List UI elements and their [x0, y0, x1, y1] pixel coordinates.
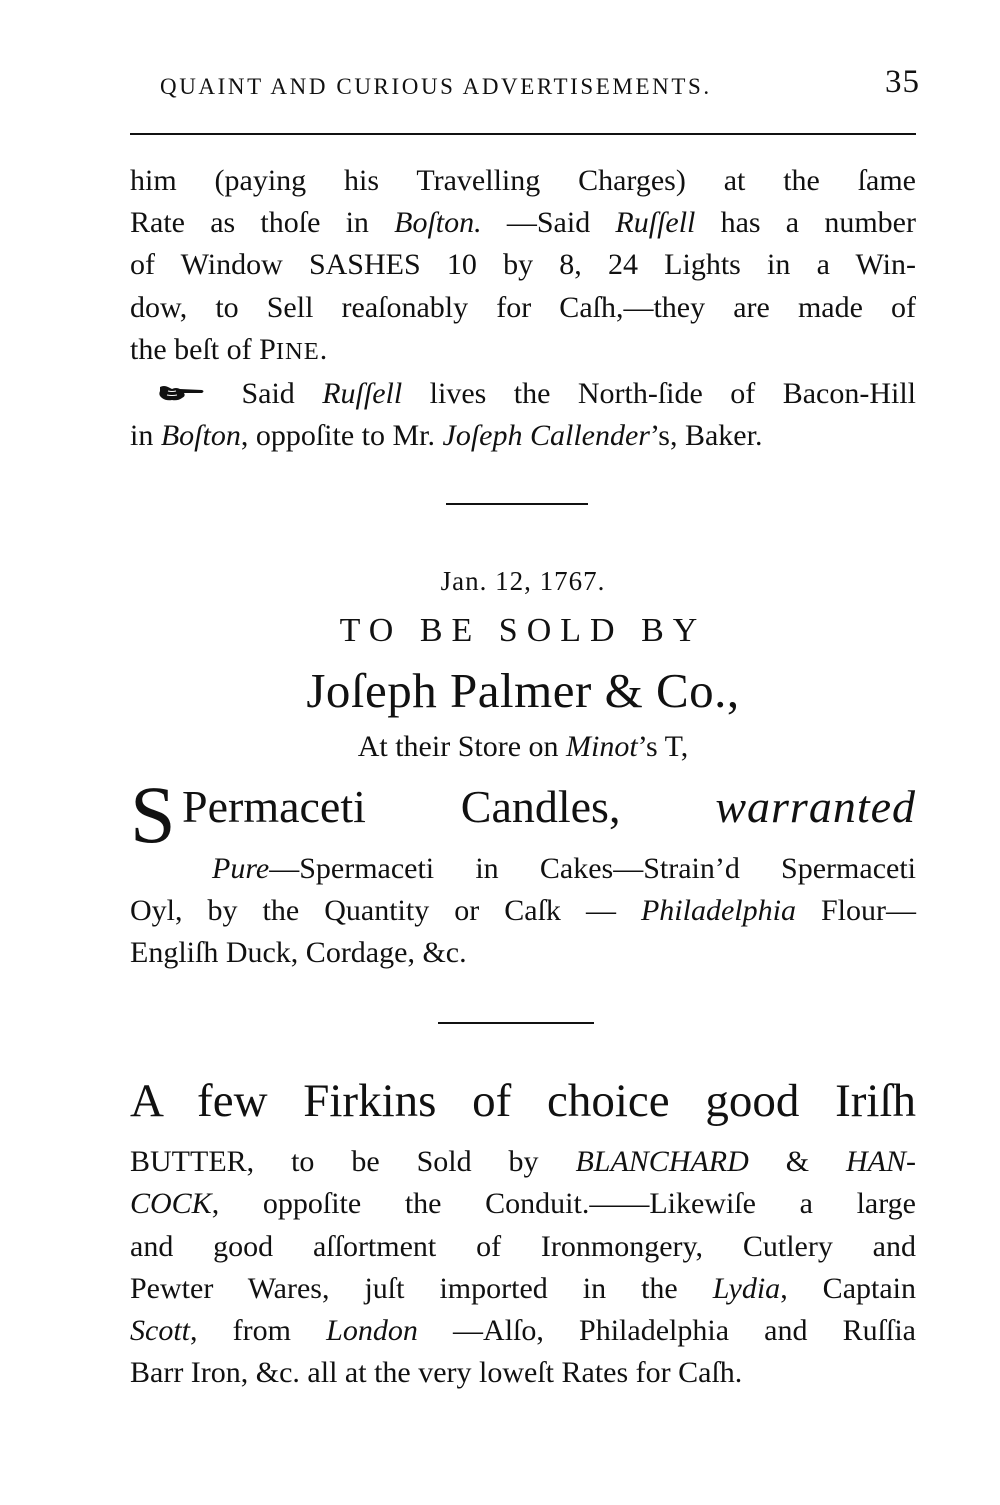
- text-segment: and good aſſortment of Ironmongery, Cutlery and: [130, 1229, 916, 1263]
- ad3-paragraph: [130, 1141, 916, 1395]
- drop-cap: S: [130, 769, 176, 860]
- text-segment: has a number: [695, 206, 916, 240]
- section-divider: [446, 503, 588, 505]
- text-line: [130, 287, 916, 329]
- text-segment: Said: [214, 377, 323, 411]
- text-segment: Minot: [566, 730, 638, 763]
- text-segment: COCK: [130, 1187, 212, 1221]
- text-segment: &: [748, 1145, 846, 1178]
- text-segment: in: [130, 419, 161, 453]
- text-segment: Pewter Wares, juſt imported in the: [130, 1271, 713, 1305]
- text-line: [130, 415, 916, 457]
- page-number: 35: [885, 64, 920, 100]
- text-line: [130, 202, 916, 244]
- text-segment: Ruſſell: [615, 206, 696, 240]
- text-segment: Boſton.: [394, 206, 482, 240]
- text-segment: —Spermaceti in Cakes—Strain’d Spermaceti: [269, 852, 916, 885]
- ad2-heading: [130, 769, 917, 860]
- text-segment: dow, to Sell reaſonably for Caſh,—they are made of: [130, 290, 916, 324]
- text-segment: INE: [275, 337, 320, 365]
- text-segment: Oyl, by the Quantity or Caſk —: [130, 894, 641, 927]
- ad2-heading-fancy: warranted: [715, 781, 917, 832]
- text-segment: , oppoſite the Conduit.——Likewiſe a large: [211, 1187, 916, 1221]
- text-line: [130, 1352, 916, 1394]
- ad2-paragraph: [130, 848, 916, 974]
- text-segment: BLANCHARD: [575, 1145, 749, 1178]
- text-line: [130, 890, 916, 932]
- pointing-hand-icon: [158, 383, 206, 403]
- text-line: [130, 1310, 916, 1352]
- text-segment: .: [319, 332, 328, 366]
- text-segment: At their Store on: [357, 730, 567, 763]
- text-segment: —Said: [481, 206, 616, 240]
- ad1-paragraph: [130, 160, 916, 373]
- ad2-date: Jan. 12, 1767.: [440, 566, 606, 596]
- header-rule: [130, 133, 916, 135]
- text-line: [130, 932, 916, 974]
- section-divider: [438, 1022, 594, 1024]
- text-segment: Ruſſell: [322, 377, 403, 411]
- text-segment: Joſeph Callender: [442, 419, 650, 453]
- text-segment: Engliſh Duck, Cordage, &c.: [130, 936, 467, 969]
- ad1-paragraph-2: [130, 373, 916, 457]
- text-segment: the beſt of P: [130, 332, 276, 366]
- text-line: [130, 373, 916, 415]
- text-segment: of Window SASHES 10 by 8, 24 Lights in a Win-: [130, 248, 916, 282]
- text-segment: London: [326, 1314, 418, 1348]
- text-segment: Rate as thoſe in: [130, 206, 395, 240]
- ad3-heading: A few Firkins of choice good Iriſh: [130, 1075, 916, 1127]
- text-line: [130, 848, 916, 890]
- ad2-heading-text: [182, 780, 916, 833]
- ad2-firm-name: Joſeph Palmer & Co.,: [306, 663, 740, 718]
- text-segment: lives the North-ſide of Bacon-Hill: [402, 377, 916, 411]
- text-segment: , oppoſite to Mr.: [240, 419, 443, 453]
- text-segment: , Captain: [780, 1271, 916, 1305]
- text-line: [130, 329, 916, 373]
- text-segment: BUTTER, to be Sold by: [130, 1145, 576, 1178]
- text-line: [130, 1226, 916, 1268]
- text-line: [130, 1141, 916, 1183]
- advertisement-russell: [130, 160, 916, 457]
- text-line: [130, 1268, 916, 1310]
- text-line: [130, 160, 916, 202]
- text-segment: Lydia: [712, 1271, 781, 1305]
- running-head-title: QUAINT AND CURIOUS ADVERTISEMENTS.: [160, 74, 712, 99]
- text-segment: Boſton: [160, 419, 241, 453]
- text-segment: HAN-: [845, 1145, 916, 1178]
- text-segment: Scott: [130, 1314, 190, 1348]
- ad2-store-location: [130, 730, 916, 764]
- ad2-heading-rest: Permaceti Candles,: [182, 781, 621, 832]
- text-segment: Pure: [212, 852, 270, 885]
- ad2-to-be-sold: TO BE SOLD BY: [339, 612, 707, 649]
- text-segment: Barr Iron, &c. all at the very loweſt Rates for Caſh.: [130, 1356, 743, 1390]
- text-line: [130, 1183, 916, 1225]
- running-head: [160, 64, 920, 100]
- text-segment: ’s T,: [637, 730, 689, 763]
- text-segment: ’s, Baker.: [649, 419, 763, 453]
- text-segment: Philadelphia: [640, 894, 796, 927]
- text-segment: Flour—: [795, 894, 916, 927]
- text-line: [130, 244, 916, 286]
- text-segment: him (paying his Travelling Charges) at the ſame: [130, 164, 916, 197]
- text-segment: , from: [190, 1314, 327, 1348]
- text-segment: —Alſo, Philadelphia and Ruſſia: [417, 1314, 916, 1348]
